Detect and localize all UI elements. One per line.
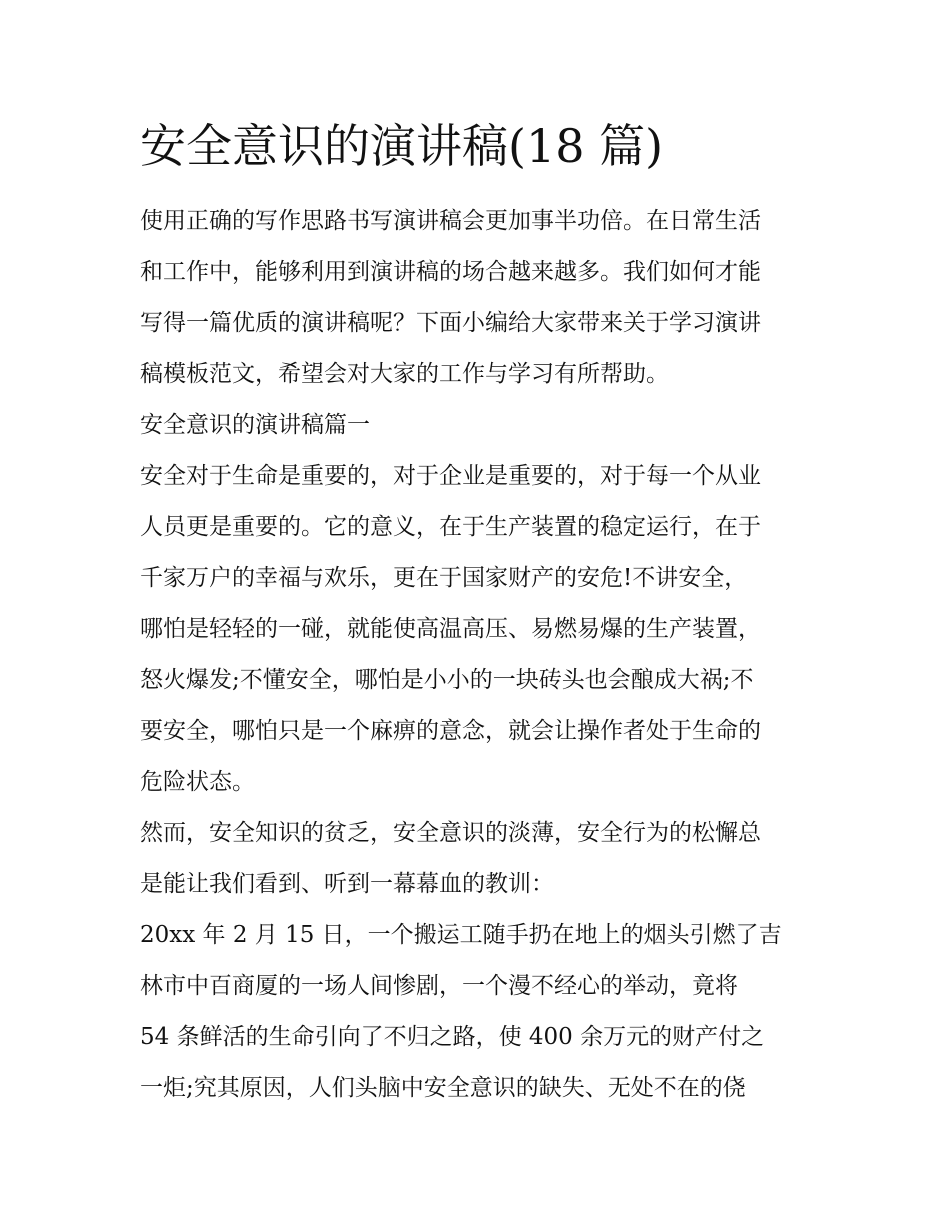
section-heading <box>140 400 820 451</box>
paragraph-lessons <box>140 808 820 910</box>
document-page <box>140 110 820 1114</box>
text-line: 要安全，哪怕只是一个麻痹的意念，就会让操作者处于生命的 <box>140 718 761 744</box>
text-line: 怒火爆发;不懂安全，哪怕是小小的一块砖头也会酿成大祸;不 <box>140 667 754 693</box>
text-line: 然而，安全知识的贫乏，安全意识的淡薄，安全行为的松懈总 <box>140 820 761 846</box>
text-line: 是能让我们看到、听到一幕幕血的教训： <box>140 871 554 897</box>
text-line: 和工作中，能够利用到演讲稿的场合越来越多。我们如何才能 <box>140 259 761 285</box>
paragraph-incident <box>140 910 820 1114</box>
text-line: 危险状态。 <box>140 769 255 795</box>
text-line: 安全意识的演讲稿篇一 <box>140 412 370 438</box>
text-line: 稿模板范文，希望会对大家的工作与学习有所帮助。 <box>140 361 669 387</box>
text-line: 使用正确的写作思路书写演讲稿会更加事半功倍。在日常生活 <box>140 208 761 234</box>
text-line: 千家万户的幸福与欢乐，更在于国家财产的安危!不讲安全， <box>140 565 748 591</box>
document-title: 安全意识的演讲稿(18 篇) <box>140 119 664 173</box>
text-line: 写得一篇优质的演讲稿呢？下面小编给大家带来关于学习演讲 <box>140 310 761 336</box>
text-line: 哪怕是轻轻的一碰，就能使高温高压、易燃易爆的生产装置， <box>140 616 761 642</box>
text-line: 20xx 年 2 月 15 日，一个搬运工随手扔在地上的烟头引燃了吉 <box>140 922 782 948</box>
text-line: 人员更是重要的。它的意义，在于生产装置的稳定运行，在于 <box>140 514 761 540</box>
paragraph-safety-importance <box>140 451 820 808</box>
document-body <box>140 196 820 1114</box>
text-line: 54 条鲜活的生命引向了不归之路，使 400 余万元的财产付之 <box>140 1024 765 1050</box>
text-line: 一炬;究其原因，人们头脑中安全意识的缺失、无处不在的侥 <box>140 1075 746 1101</box>
text-line: 林市中百商厦的一场人间惨剧，一个漫不经心的举动，竟将 <box>140 973 738 999</box>
paragraph-intro <box>140 196 820 400</box>
text-line: 安全对于生命是重要的，对于企业是重要的，对于每一个从业 <box>140 463 761 489</box>
